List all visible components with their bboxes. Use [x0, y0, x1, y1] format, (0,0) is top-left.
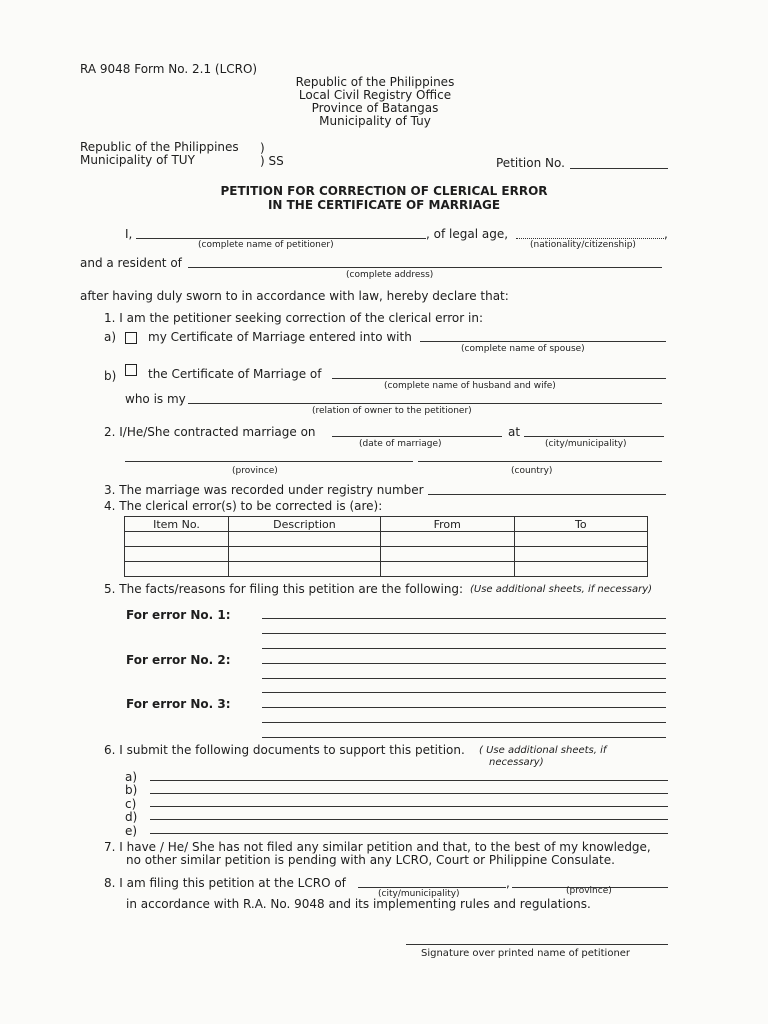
error-table — [124, 516, 648, 577]
item1-b-text: the Certificate of Marriage of — [148, 367, 322, 381]
city-caption: (city/municipality) — [545, 439, 627, 449]
doc-label-d: d) — [125, 810, 138, 824]
marriage-city-field[interactable] — [524, 436, 664, 437]
marriage-country-field[interactable] — [418, 461, 662, 462]
lcro-city-field[interactable] — [358, 887, 506, 888]
item6-text: 6. I submit the following documents to support this petition. — [104, 743, 465, 757]
doc-label-a: a) — [125, 770, 138, 784]
table-cell[interactable] — [229, 562, 381, 577]
petition-no-label: Petition No. — [496, 156, 565, 170]
intro-comma: , — [664, 227, 668, 241]
venue-ss: ) SS — [260, 154, 284, 168]
venue-paren: ) — [260, 141, 265, 155]
spouse-name-field[interactable] — [420, 341, 666, 342]
signature-caption: Signature over printed name of petitioner — [421, 948, 631, 959]
who-is-my-label: who is my — [125, 392, 186, 406]
sworn-text: after having duly sworn to in accordance with law, hereby declare that: — [80, 289, 509, 303]
name-caption: (complete name of petitioner) — [198, 240, 334, 250]
error1-label: For error No. 1: — [126, 608, 231, 622]
col-item-no: Item No. — [125, 517, 229, 532]
table-cell[interactable] — [125, 532, 229, 547]
table-cell[interactable] — [125, 547, 229, 562]
header-province: Province of Batangas — [311, 101, 439, 115]
petition-no-field[interactable] — [570, 168, 668, 169]
table-cell[interactable] — [380, 547, 514, 562]
doc-label-e: e) — [125, 824, 138, 838]
item6-note2: necessary) — [489, 757, 544, 768]
doc-label-c: c) — [125, 797, 137, 811]
item1-text: 1. I am the petitioner seeking correction of the clerical error in: — [104, 311, 484, 325]
husband-wife-caption: (complete name of husband and wife) — [384, 381, 556, 391]
item5-note: (Use additional sheets, if necessary) — [470, 584, 653, 595]
date-caption: (date of marriage) — [359, 439, 442, 449]
husband-wife-field[interactable] — [332, 378, 666, 379]
marriage-date-field[interactable] — [332, 436, 502, 437]
lcro-province-caption: (province) — [566, 886, 612, 896]
error1-line[interactable] — [262, 648, 666, 649]
item6-note1: ( Use additional sheets, if — [479, 745, 607, 756]
error1-line[interactable] — [262, 618, 666, 619]
address-caption: (complete address) — [346, 270, 434, 280]
signature-field[interactable] — [406, 944, 668, 945]
table-cell[interactable] — [380, 532, 514, 547]
document-d-field[interactable] — [150, 819, 668, 820]
col-to: To — [514, 517, 647, 532]
doc-label-b: b) — [125, 783, 138, 797]
item8-comma: , — [506, 876, 510, 890]
error3-line[interactable] — [262, 737, 666, 738]
error3-label: For error No. 3: — [126, 697, 231, 711]
item5-text: 5. The facts/reasons for filing this petition are the following: — [104, 582, 464, 596]
nationality-caption: (nationality/citizenship) — [530, 240, 636, 250]
address-field[interactable] — [188, 267, 662, 268]
item1-a-text: my Certificate of Marriage entered into with — [148, 330, 412, 344]
table-cell[interactable] — [229, 547, 381, 562]
venue-municipality: Municipality of TUY — [80, 153, 195, 167]
table-row — [125, 562, 648, 577]
error2-label: For error No. 2: — [126, 653, 231, 667]
table-row — [125, 547, 648, 562]
document-e-field[interactable] — [150, 833, 668, 834]
item3-text: 3. The marriage was recorded under registry number — [104, 483, 424, 497]
table-cell[interactable] — [229, 532, 381, 547]
error3-line[interactable] — [262, 722, 666, 723]
title-line2: IN THE CERTIFICATE OF MARRIAGE — [267, 198, 501, 212]
header-republic: Republic of the Philippines — [295, 75, 455, 89]
header-lcro: Local Civil Registry Office — [298, 88, 452, 102]
petitioner-name-field[interactable] — [136, 238, 426, 239]
relation-field[interactable] — [188, 403, 662, 404]
title-line1: PETITION FOR CORRECTION OF CLERICAL ERROR — [220, 184, 548, 198]
error1-line[interactable] — [262, 633, 666, 634]
item7-line2: no other similar petition is pending with any LCRO, Court or Philippine Consulate. — [126, 853, 615, 867]
lcro-city-caption: (city/municipality) — [378, 889, 460, 899]
table-cell[interactable] — [514, 532, 647, 547]
marriage-province-field[interactable] — [125, 461, 413, 462]
item2-text: 2. I/He/She contracted marriage on — [104, 425, 316, 439]
registry-number-field[interactable] — [428, 494, 666, 495]
document-a-field[interactable] — [150, 780, 668, 781]
item8-text: 8. I am filing this petition at the LCRO of — [104, 876, 346, 890]
table-cell[interactable] — [514, 562, 647, 577]
checkbox-a[interactable] — [125, 332, 137, 344]
document-c-field[interactable] — [150, 806, 668, 807]
item2-at: at — [508, 425, 521, 439]
header-municipality: Municipality of Tuy — [319, 114, 431, 128]
checkbox-b[interactable] — [125, 364, 137, 376]
table-cell[interactable] — [380, 562, 514, 577]
item1-a-label: a) — [104, 330, 117, 344]
table-cell[interactable] — [125, 562, 229, 577]
table-cell[interactable] — [514, 547, 647, 562]
item1-b-label: b) — [104, 369, 117, 383]
item4-text: 4. The clerical error(s) to be corrected is (are): — [104, 499, 383, 513]
nationality-field[interactable] — [516, 238, 664, 239]
of-legal-age: , of legal age, — [426, 227, 509, 241]
spouse-caption: (complete name of spouse) — [461, 344, 585, 354]
resident-label: and a resident of — [80, 256, 182, 270]
error2-line[interactable] — [262, 663, 666, 664]
error2-line[interactable] — [262, 678, 666, 679]
venue-republic: Republic of the Philippines — [80, 140, 239, 154]
form-id: RA 9048 Form No. 2.1 (LCRO) — [80, 62, 258, 76]
col-from: From — [380, 517, 514, 532]
province-caption: (province) — [232, 466, 278, 476]
table-row — [125, 532, 648, 547]
item8-line2: in accordance with R.A. No. 9048 and its implementing rules and regulations. — [126, 897, 591, 911]
document-b-field[interactable] — [150, 793, 668, 794]
relation-caption: (relation of owner to the petitioner) — [312, 406, 472, 416]
intro-i: I, — [125, 227, 133, 241]
item7-line1: 7. I have / He/ She has not filed any similar petition and that, to the best of my knowledge, — [104, 840, 651, 854]
error3-line[interactable] — [262, 707, 666, 708]
col-description: Description — [229, 517, 381, 532]
error-table-header — [125, 517, 648, 532]
error2-line[interactable] — [262, 692, 666, 693]
country-caption: (country) — [511, 466, 553, 476]
